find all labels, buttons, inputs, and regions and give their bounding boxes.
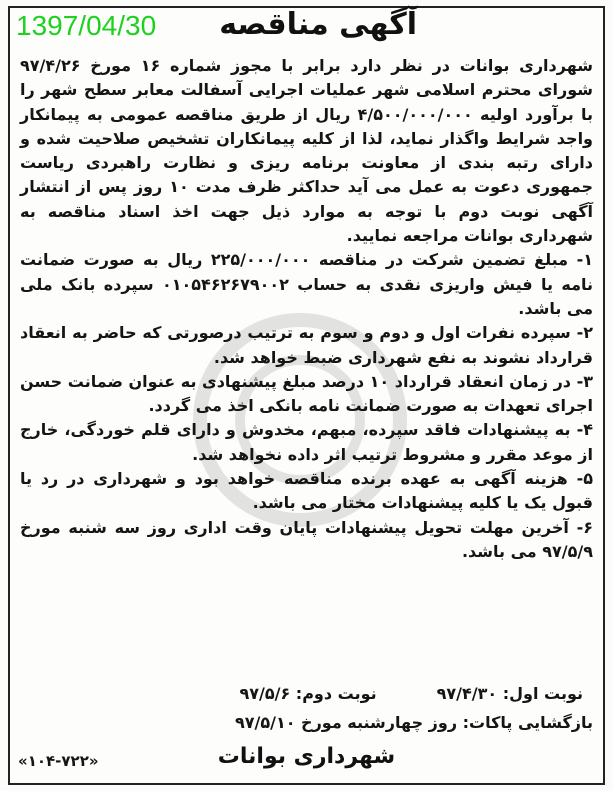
condition-item-6: ۶- آخرین مهلت تحویل پیشنهادات پایان وقت اداری روز سه شنبه مورخ ۹۷/۵/۹ می باشد. [20, 517, 593, 561]
ad-code: «۱۰۴-۷۲۲» [18, 752, 99, 770]
publication-turns [239, 684, 583, 703]
condition-item-4: ۴- به پیشنهادات فاقد سپرده، مبهم، مخدوش و دارای قلم خوردگی، خارج از موعد مقرر و مشروط ترتیب اثر داده نخواهد شد. [20, 420, 593, 464]
ad-body [20, 54, 593, 564]
condition-item-1: ۱- مبلغ تضمین شرکت در مناقصه ۲۲۵/۰۰۰/۰۰۰ ریال به صورت ضمانت نامه یا فیش واریزی نقدی به حساب ۰۱۰۵۴۶۲۶۷۹۰۰۲ سپرده بانک ملی می باشد. [20, 250, 594, 318]
condition-item-5: ۵- هزینه آگهی به عهده برنده مناقصه خواهد بود و شهرداری در رد یا قبول یک یا کلیه پیشنهادات مختار می باشد. [20, 469, 593, 513]
opening-date: بازگشایی پاکات: روز چهارشنبه مورخ ۹۷/۵/۱۰ [234, 713, 593, 732]
condition-item-3: ۳- در زمان انعقاد قرارداد ۱۰ درصد مبلغ پیشنهادی به عنوان ضمانت حسن اجرای تعهدات به صورت ضمانت نامه بانکی اخذ می گردد. [20, 371, 594, 416]
second-turn: نوبت دوم: ۹۷/۵/۶ [239, 684, 377, 703]
date-stamp: 1397/04/30 [16, 10, 157, 41]
page-title: آگهی مناقصه [219, 7, 417, 42]
condition-item-2: ۲- سپرده نفرات اول و دوم و سوم به ترتیب درصورتی که حاضر به انعقاد قرارداد نشوند به نفع شهرداری ضبط خواهد شد. [20, 323, 593, 367]
signature: شهرداری بوانات [217, 744, 396, 769]
intro-paragraph: شهرداری بوانات در نظر دارد برابر با مجوز شماره ۱۶ مورخ ۹۷/۴/۲۶ شورای محترم اسلامی شهر عملیات اجرایی آسفالت معابر سطح شهر را با برآورد اولیه ۴/۵۰۰/۰۰۰/۰۰۰ ریال از طریق مناقصه عمومی به پیمانکار واجد شرایط واگذار نماید، لذا از کلیه پیمانکاران تشخیص صلاحیت شده و دارای رتبه بندی از معاونت برنامه ریزی و نظارت راهبردی ریاست جمهوری دعوت به عمل می آید حداکثر ظرف مدت ۱۰ روز پس از انتشار آگهی نوبت دوم با توجه به موارد ذیل جهت اخذ اسناد مناقصه به شهرداری بوانات مراجعه نمایید. [20, 56, 594, 246]
first-turn: نوبت اول: ۹۷/۴/۳۰ [436, 684, 583, 703]
